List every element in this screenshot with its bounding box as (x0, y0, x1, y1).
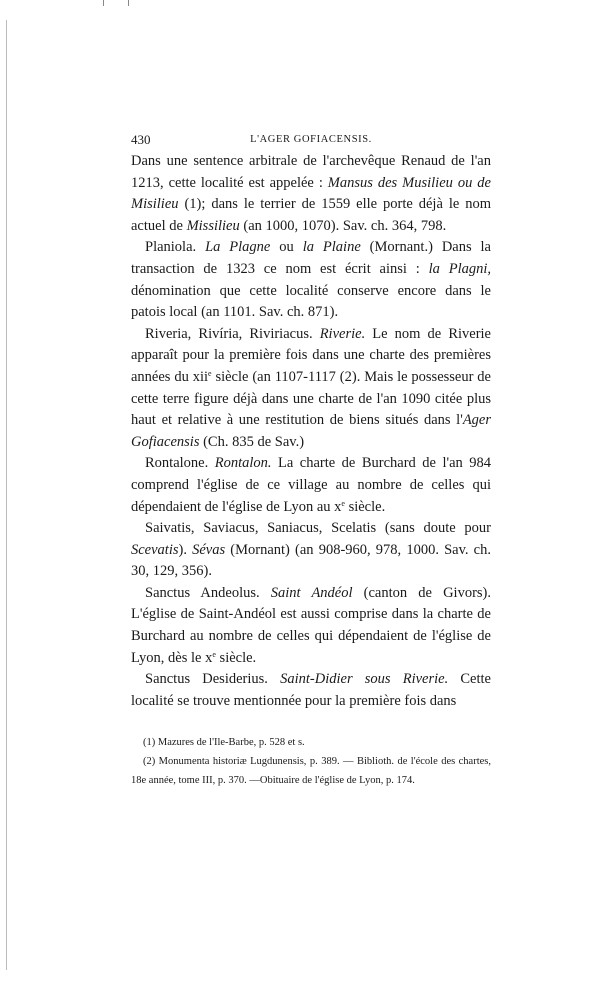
text-run: Rontalone. (145, 455, 215, 472)
italic-text: la Plaine (302, 239, 361, 256)
paragraph (131, 324, 491, 454)
italic-text: Sévas (192, 541, 226, 558)
text-run: ou (270, 239, 303, 256)
body-text (131, 151, 491, 712)
italic-text: Saint Andéol (270, 584, 353, 601)
italic-text: Scevatis (131, 541, 179, 558)
superscript: e (341, 498, 345, 508)
text-run: Sanctus Desiderius. (145, 671, 281, 688)
scan-mark (103, 0, 104, 6)
text-run: Le nom de Riverie apparaît pour la première fois dans une charte des premières années du xii (131, 325, 491, 385)
text-run: (Mornant.) Dans la transaction de 1323 ce nom est écrit ainsi : (131, 239, 491, 277)
text-run: siècle. (344, 498, 386, 515)
running-head (131, 132, 491, 150)
document-page (131, 0, 491, 987)
text-run: Dans une sentence arbitrale de l'archevêque Renaud de l'an 1213, cette localité est appelée : (131, 153, 491, 191)
italic-text: Riverie. (319, 325, 366, 342)
paragraph (131, 151, 491, 237)
text-run: siècle (an 1107-1117 (2). Mais le possesseur de cette terre figure déjà dans une charte de l'an 1090 citée plus haut et relative à une restitution de biens situés dans l' (131, 368, 491, 429)
text-run: ). (178, 541, 193, 558)
text-run: (Mornant) (an 908-960, 978, 1000. Sav. ch. 30, 129, 356). (131, 541, 491, 580)
italic-text: Saint-Didier sous Riverie. (280, 671, 449, 688)
text-run: dénomination que cette localité conserve encore dans le patois local (an 1101. Sav. ch. 871). (131, 282, 491, 321)
text-run: (Ch. 835 de Sav.) (199, 433, 305, 450)
text-run: Sanctus Andeolus. (145, 584, 271, 601)
superscript: e (212, 649, 216, 659)
footnote: (1) Mazures de l'Ile-Barbe, p. 528 et s. (143, 737, 305, 748)
paragraph (131, 583, 491, 669)
text-run: La charte de Burchard de l'an 984 comprend l'église de ce village au nombre de celles qui dépendaient de l'église de Lyon au x (131, 455, 491, 515)
italic-text: Rontalon. (214, 455, 272, 472)
scan-margin-line (6, 20, 7, 970)
text-run: (an 1000, 1070). Sav. ch. 364, 798. (239, 217, 447, 234)
italic-text: la Plagni, (428, 260, 491, 277)
italic-text: Missilieu (186, 217, 240, 234)
text-run: Cette localité se trouve mentionnée pour la première fois dans (131, 671, 491, 709)
text-run: (1); dans le terrier de 1559 elle porte déjà le nom actuel de (131, 196, 491, 234)
paragraph (131, 669, 491, 712)
text-run: Planiola. (145, 239, 206, 256)
paragraph (131, 237, 491, 323)
page-number: 430 (131, 132, 151, 147)
footnotes (131, 733, 491, 790)
running-title: L'AGER GOFIACENSIS. (250, 134, 372, 145)
paragraph (131, 518, 491, 583)
footnote: (2) Monumenta historiæ Lugdunensis, p. 389. — Biblioth. de l'école des chartes, 18e année, tome III, p. 370. —Obituaire de l'église de Lyon, p. 174. (131, 756, 491, 786)
paragraph (131, 453, 491, 518)
text-run: Saivatis, Saviacus, Saniacus, Scelatis (sans doute pour (145, 520, 491, 537)
text-run: Riveria, Rivíria, Riviriacus. (145, 325, 320, 342)
italic-text: La Plagne (205, 239, 271, 256)
text-run: (canton de Givors). L'église de Saint-Andéol est aussi comprise dans la charte de Burchard au nombre de celles qui dépendaient de l'église de Lyon, dès le x (131, 584, 492, 666)
italic-text: Ager Gofiacensis (131, 412, 491, 450)
italic-text: Mansus des Musilieu ou de Misilieu (131, 174, 491, 213)
scan-mark (128, 0, 129, 6)
text-run: siècle. (215, 649, 257, 666)
superscript: e (208, 368, 212, 378)
